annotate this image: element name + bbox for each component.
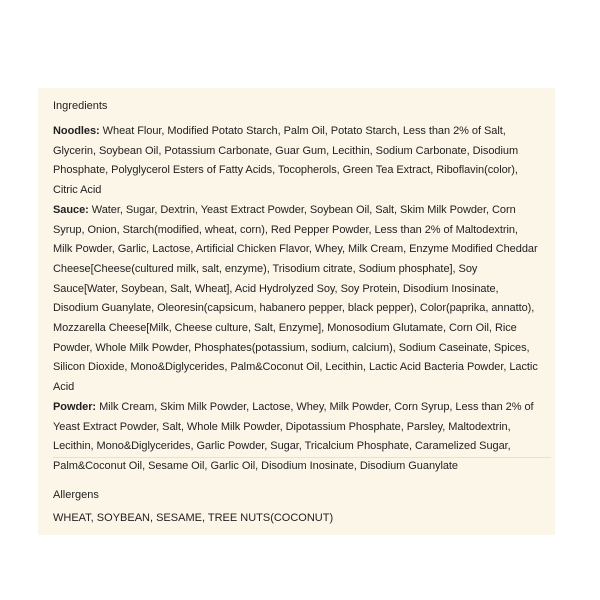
section-divider (53, 457, 551, 458)
allergens-list: WHEAT, SOYBEAN, SESAME, TREE NUTS(COCONUT) (53, 512, 334, 524)
ingredients-list (53, 122, 540, 477)
ingredients-panel (38, 88, 555, 535)
noodles-ingredients: Wheat Flour, Modified Potato Starch, Palm Oil, Potato Starch, Less than 2% of Salt, Glycerin, Soybean Oil, Potassium Carbonate, Guar Gum, Lecithin, Sodium Carbonate, Disodium Phosphate, Polyglycerol Esters of Fatty Acids, Tocopherols, Green Tea Extract, Riboflavin(color), Citric Acid (53, 125, 519, 197)
powder-label: Powder: (53, 400, 97, 413)
ingredients-heading: Ingredients (53, 100, 108, 112)
powder-ingredients: Milk Cream, Skim Milk Powder, Lactose, Whey, Milk Powder, Corn Syrup, Less than 2% of Yeast Extract Powder, Salt, Whole Milk Powder, Dipotassium Phosphate, Parsley, Maltodextrin, Lecithin, Mono&Diglycerides, Garlic Powder, Sugar, Tricalcium Phosphate, Caramelized Sugar, Palm&Coconut Oil, Sesame Oil, Garlic Oil, Disodium Inosinate, Disodium Guanylate (53, 400, 534, 472)
allergens-section (53, 488, 545, 525)
allergens-heading: Allergens (53, 489, 99, 501)
sauce-label: Sauce: (53, 203, 89, 216)
noodles-label: Noodles: (53, 125, 100, 137)
sauce-ingredients: Water, Sugar, Dextrin, Yeast Extract Powder, Soybean Oil, Salt, Skim Milk Powder, Corn Syrup, Onion, Starch(modified, wheat, corn), Red Pepper Powder, Less than 2% of Maltodextrin, Milk Powder, Garlic, Lactose, Artificial Chicken Flavor, Whey, Milk Cream, Enzyme Modified Cheddar Cheese[Cheese(cultured milk, salt, enzyme), Trisodium citrate, Sodium phosphate], Soy Sauce[Water, Soybean, Salt, Wheat], Acid Hydrolyzed Soy, Soy Protein, Disodium Inosinate, Disodium Guanylate, Oleoresin(capsicum, habanero pepper, black pepper), Color(paprika, annatto), Mozzarella Cheese[Milk, Cheese culture, Salt, Enzyme], Monosodium Glutamate, Corn Oil, Rice Powder, Whole Milk Powder, Phosphates(potassium, sodium, calcium), Sodium Caseinate, Spices, Silicon Dioxide, Mono&Diglycerides, Palm&Coconut Oil, Lecithin, Lactic Acid Bacteria Powder, Lactic Acid (53, 203, 538, 394)
